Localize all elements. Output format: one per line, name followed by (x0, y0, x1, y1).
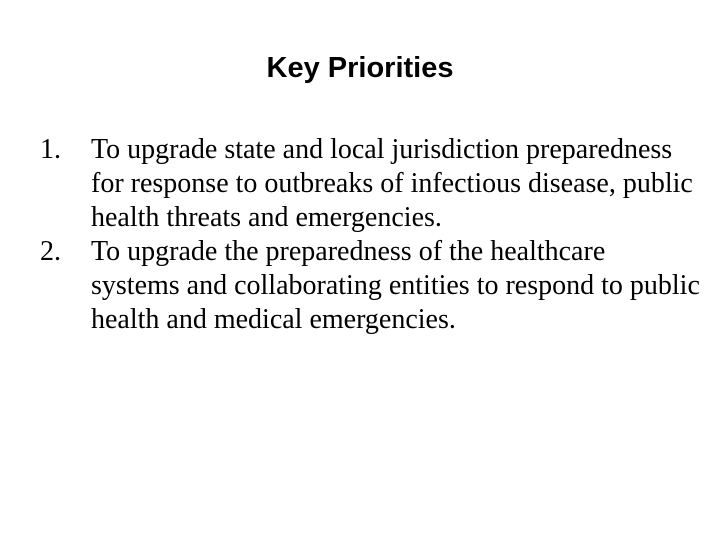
list-item (40, 235, 700, 337)
list-item-number: 1. (40, 134, 61, 165)
list-item-number: 2. (40, 236, 61, 267)
list-item (40, 133, 700, 235)
priority-list (40, 133, 700, 337)
slide-title: Key Priorities (266, 52, 454, 84)
list-item-text: To upgrade state and local jurisdiction preparedness for response to outbreaks of infectious disease, public health threats and emergencies. (91, 134, 693, 233)
list-item-text: To upgrade the preparedness of the healthcare systems and collaborating entities to respond to public health and medical emergencies. (91, 236, 700, 335)
